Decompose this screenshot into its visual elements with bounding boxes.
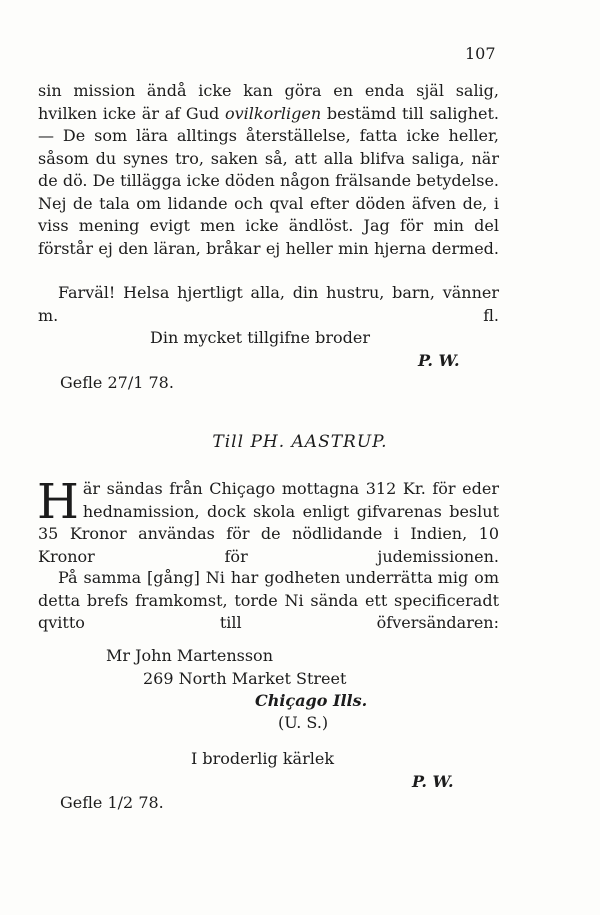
letter1-p1-part2: bestämd till salighet. — De som lära alltings återställelse, fatta icke heller, såsom du synes tro, saken så, att alla blifva saliga, när de dö. De tillägga icke döden någon frälsande betydelse. Nej de tala om lidande och qval efter döden äfven de, i viss mening evigt men icke ändlöst. Jag för min del förstår ej den läran, bråkar ej heller min hjerna dermed. xyxy=(38,103,499,258)
address-country: (U. S.) xyxy=(278,713,329,732)
letter1-p2-text: Farväl! Helsa hjertligt alla, din hustru, barn, vänner m. fl. xyxy=(38,283,499,325)
letter1-paragraph2 xyxy=(38,282,499,327)
letter2-p1-text: är sändas från Chiçago mottagna 312 Kr. för eder hednamission, dock skola enligt gifvarenas beslut 35 Kronor användas för de nödlidande i Indien, 10 Kronor för judemissionen. xyxy=(38,479,499,566)
letter2-paragraph2 xyxy=(38,567,499,635)
letter2-closing: I broderlig kärlek xyxy=(191,749,335,768)
letter1-p1-part1: sin mission ändå icke kan göra en enda själ salig, hvilken icke är af Gud xyxy=(38,81,499,123)
address-name: Mr John Martensson xyxy=(106,646,273,665)
letter2-place-date: Gefle 1/2 78. xyxy=(60,793,164,812)
address-city: Chiçago Ills. xyxy=(255,691,368,710)
letter1-signature: P. W. xyxy=(418,351,460,370)
page-number: 107 xyxy=(465,44,496,63)
letter2-signature: P. W. xyxy=(412,772,454,791)
letter2-paragraph1 xyxy=(37,474,499,568)
letter2-heading: Till PH. AASTRUP. xyxy=(212,432,388,452)
address-street: 269 North Market Street xyxy=(143,669,347,688)
letter1-closing: Din mycket tillgifne broder xyxy=(150,328,370,347)
letter1-paragraph1 xyxy=(38,80,499,260)
letter1-place-date: Gefle 27/1 78. xyxy=(60,373,174,392)
letter1-p1-emphasis: ovilkorligen xyxy=(225,103,322,123)
letter2-p2-part1: På samma [gång] Ni har godheten xyxy=(58,568,341,587)
letter2-p2-note: underrätta xyxy=(345,568,433,587)
drop-cap-letter: H xyxy=(37,474,79,530)
letter2-p2-part2: mig om detta brefs framkomst, torde Ni sända ett specificeradt qvitto till öfversändaren: xyxy=(38,568,499,632)
